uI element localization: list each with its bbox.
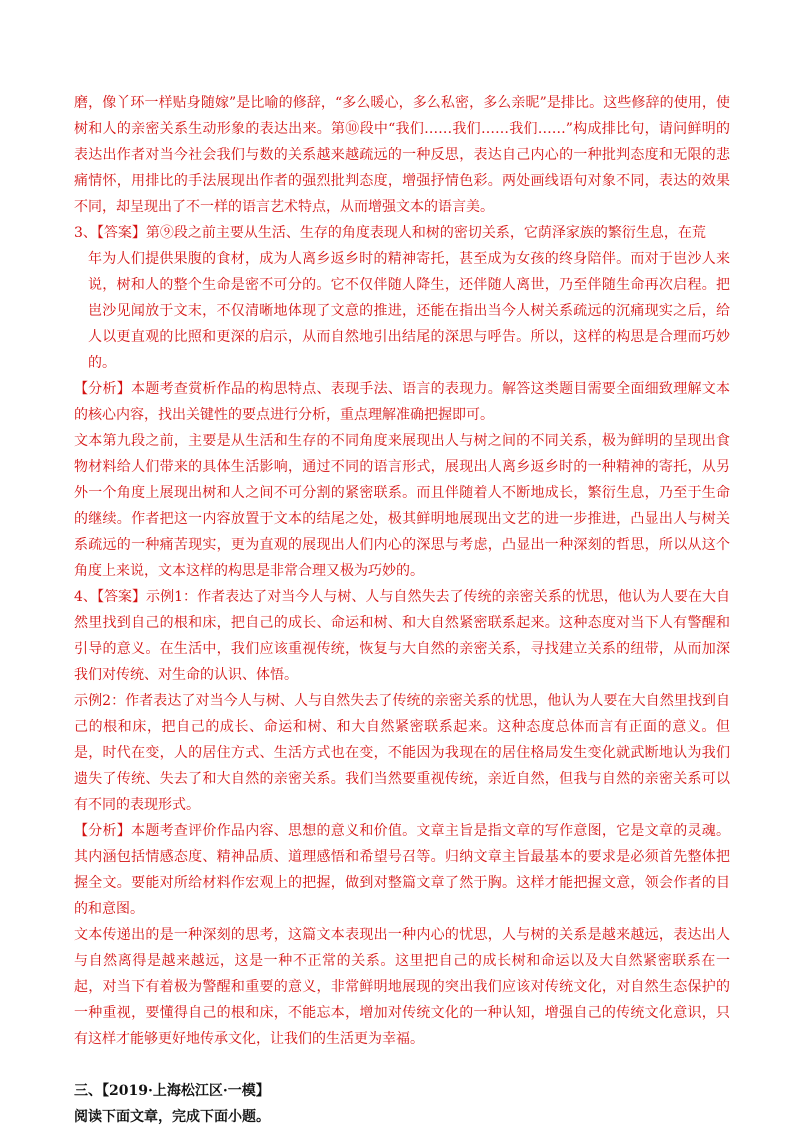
section-3-heading: 三、【2019·上海松江区·一模】 <box>74 1083 270 1099</box>
answer-3-first-line: 3、【答案】第⑨段之前主要从生活、生存的角度表现人和树的密切关系，它荫泽家族的繁衍生息，在荒 <box>74 225 706 241</box>
explanation-4: 文本传递出的是一种深刻的思考，这篇文本表现出一种内心的忧思，人与树的关系是越来越远，表达出人与自然离得是越来越远，这是一种不正常的关系。这里把自己的成长树和命运以及大自然紧密联系在一起，对当下有着极为警醒和重要的意义，非常鲜明地展现的突出我们应该对传统文化，对自然生态保护的一种重视，要懂得自己的根和床，不能忘本，增加对传统文化的一种认知，增强自己的传统文化意识，只有这样才能够更好地传承文化，让我们的生活更为幸福。 <box>74 927 730 1047</box>
analysis-4: 【分析】本题考查评价作品内容、思想的意义和价值。文章主旨是指文章的写作意图，它是文章的灵魂。其内涵包括情感态度、精神品质、道理感悟和希望号召等。归纳文章主旨最基本的要求是必须首先整体把握全文。要能对所给材料作宏观上的把握，做到对整篇文章了然于胸。这样才能把握文意，领会作者的目的和意图。 <box>74 823 730 917</box>
section-3-instruction: 阅读下面文章，完成下面小题。 <box>74 1109 270 1125</box>
document-page <box>74 90 730 1130</box>
explanation-3: 文本第九段之前，主要是从生活和生存的不同角度来展现出人与树之间的不同关系，极为鲜明的呈现出食物材料给人们带来的具体生活影响，通过不同的语言形式，展现出人离乡返乡时的一种精神的寄托，从另外一个角度上展现出树和人之间不可分割的紧密联系。而且伴随着人不断地成长，繁衍生息，乃至于生命的继续。作者把这一内容放置于文本的结尾之处，极其鲜明地展现出文艺的进一步推进，凸显出人与树关系疏远的一种痛苦现实，更为直观的展现出人们内心的深思与考虑，凸显出一种深刻的哲思，所以从这个角度上来说，文本这样的构思是非常合理又极为巧妙的。 <box>74 433 730 579</box>
answer-4-example-1: 4、【答案】示例1：作者表达了对当今人与树、人与自然失去了传统的亲密关系的忧思，他认为人要在大自然里找到自己的根和床，把自己的成长、命运和树、和大自然紧密联系起来。这种态度对当下人有警醒和引导的意义。在生活中，我们应该重视传统，恢复与大自然的亲密关系，寻找建立关系的纽带，从而加深我们对传统、对生命的认识、体悟。 <box>74 589 730 683</box>
analysis-3: 【分析】本题考查赏析作品的构思特点、表现手法、语言的表现力。解答这类题目需要全面细致理解文本的核心内容，找出关键性的要点进行分析，重点理解准确把握即可。 <box>74 381 730 423</box>
answer-4-example-2: 示例2：作者表达了对当今人与树、人与自然失去了传统的亲密关系的忧思，他认为人要在大自然里找到自己的根和床，把自己的成长、命运和树、和大自然紧密联系起来。这种态度总体而言有正面的意义。但是，时代在变，人的居住方式、生活方式也在变，不能因为我现在的居住格局发生变化就武断地认为我们遗失了传统、失去了和大自然的亲密关系。我们当然要重视传统，亲近自然，但我与自然的亲密关系可以有不同的表现形式。 <box>74 693 730 813</box>
answer-2-continuation: 磨，像丫环一样贴身随嫁”是比喻的修辞，“多么暖心，多么私密，多么亲昵”是排比。这些修辞的使用，使树和人的亲密关系生动形象的表达出来。第⑩段中“我们……我们……我们……”构成排比句，请问鲜明的表达出作者对当今社会我们与数的关系越来越疏远的一种反思，表达自己内心的一种批判态度和无限的悲痛情怀，用排比的手法展现出作者的强烈批判态度，增强抒情色彩。两处画线语句对象不同，表达的效果不同，却呈现出了不一样的语言艺术特点，从而增强文本的语言美。 <box>74 95 730 215</box>
answer-3-body: 年为人们提供果腹的食材，成为人离乡返乡时的精神寄托，甚至成为女孩的终身陪伴。而对于岜沙人来说，树和人的整个生命是密不可分的。它不仅伴随人降生，还伴随人离世，乃至伴随生命再次启程。把岜沙见闻放于文末，不仅清晰地体现了文意的推进，还能在指出当今人树关系疏远的沉痛现实之后，给人以更直观的比照和更深的启示，从而自然地引出结尾的深思与呼告。所以，这样的构思是合理而巧妙的。 <box>88 251 730 371</box>
section-spacer <box>74 1052 730 1078</box>
